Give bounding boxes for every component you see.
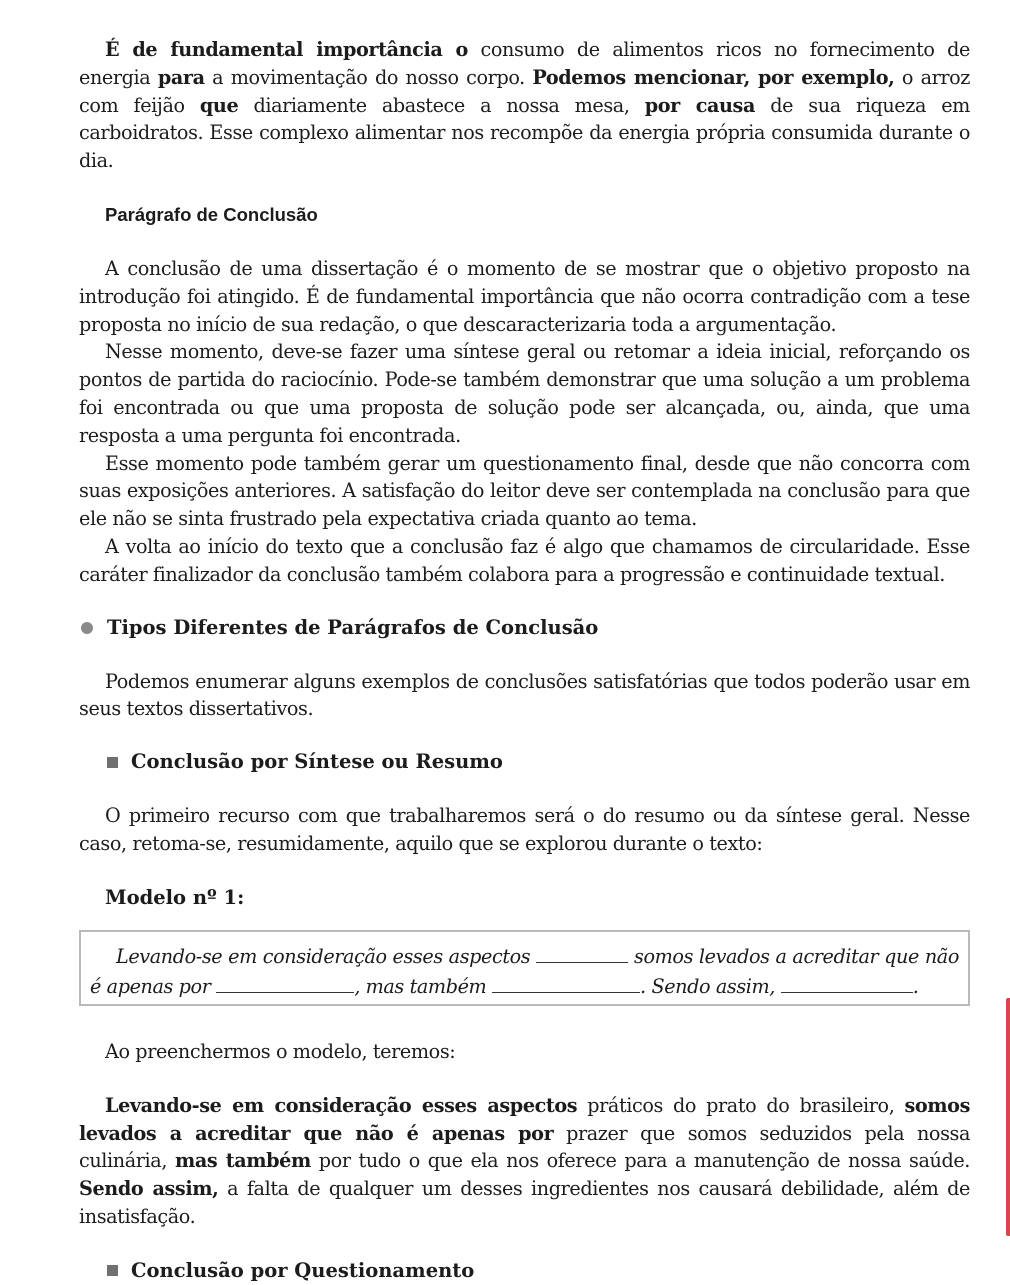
synthesis-heading: [79, 748, 970, 776]
circle-bullet-icon: [81, 622, 93, 634]
template-part: somos levados a acreditar que não é apenas por: [90, 944, 959, 998]
conclusion-paragraph: A conclusão de uma dissertação é o momento de se mostrar que o objetivo proposto na introdução foi atingido. É de fundamental importância que não ocorra contradição com a tese proposta no início de sua redação, o que descaracterizaria toda a argumentação.: [79, 256, 970, 336]
square-bullet-icon: [107, 757, 118, 768]
example-paragraph: Levando-se em consideração esses aspectos práticos do prato do brasileiro, somos levados a acreditar que não é apenas por prazer que somos seduzidos pela nossa culinária, mas também por tudo o que ela nos oferece para a manutenção de nossa saúde. Sendo assim, a falta de qualquer um desses ingredientes nos causará debilidade, além de insatisfação.: [79, 1093, 971, 1228]
template-part: , mas também: [354, 974, 493, 998]
types-heading-text: Tipos Diferentes de Parágrafos de Conclusão: [107, 615, 599, 639]
intro-paragraph: É de fundamental importância o consumo de alimentos ricos no fornecimento de energia para a movimentação do nosso corpo. Podemos mencionar, por exemplo, o arroz com feijão que diariamente abastece a nossa mesa, por causa de sua riqueza em carboidratos. Esse complexo alimentar nos recompõe da energia própria consumida durante o dia.: [79, 38, 971, 173]
document-page: [79, 36, 970, 1285]
conclusion-body: [79, 255, 970, 589]
conclusion-heading: Parágrafo de Conclusão: [105, 203, 318, 225]
conclusion-paragraph: A volta ao início do texto que a conclusão faz é algo que chamamos de circularidade. Esse caráter finalizador da conclusão também colabora para a progressão e continuidade textual.: [79, 534, 970, 586]
blank-line: [781, 991, 913, 993]
blank-line: [216, 991, 354, 993]
square-bullet-icon: [107, 1265, 118, 1276]
synthesis-text: O primeiro recurso com que trabalharemos será o do resumo ou da síntese geral. Nesse caso, retoma-se, resumidamente, aquilo que se explorou durante o texto:: [79, 804, 970, 855]
types-heading: [79, 614, 970, 642]
template-part: Levando-se em consideração esses aspectos: [116, 944, 537, 968]
fill-intro: Ao preenchermos o modelo, teremos:: [105, 1039, 456, 1063]
template-part: .: [912, 974, 919, 998]
model-label: Modelo nº 1:: [105, 885, 245, 909]
types-intro: Podemos enumerar alguns exemplos de conclusões satisfatórias que todos poderão usar em seus textos dissertativos.: [79, 669, 970, 721]
question-heading-text: Conclusão por Questionamento: [131, 1258, 475, 1282]
scroll-indicator[interactable]: [1006, 998, 1010, 1236]
question-heading: [79, 1257, 970, 1285]
blank-line: [492, 991, 640, 993]
conclusion-paragraph: Nesse momento, deve-se fazer uma síntese geral ou retomar a ideia inicial, reforçando os pontos de partida do raciocínio. Pode-se também demonstrar que uma solução a um problema foi encontrada ou que uma proposta de solução pode ser alcançada, ou, ainda, que uma resposta a uma pergunta foi encontrada.: [79, 340, 970, 447]
template-part: . Sendo assim,: [640, 974, 781, 998]
blank-line: [536, 961, 628, 963]
model-template-box: [79, 930, 970, 1006]
conclusion-paragraph: Esse momento pode também gerar um questionamento final, desde que não concorra com suas exposições anteriores. A satisfação do leitor deve ser contemplada na conclusão para que ele não se sinta frustrado pela expectativa criada quanto ao tema.: [79, 451, 970, 531]
synthesis-heading-text: Conclusão por Síntese ou Resumo: [131, 750, 503, 774]
